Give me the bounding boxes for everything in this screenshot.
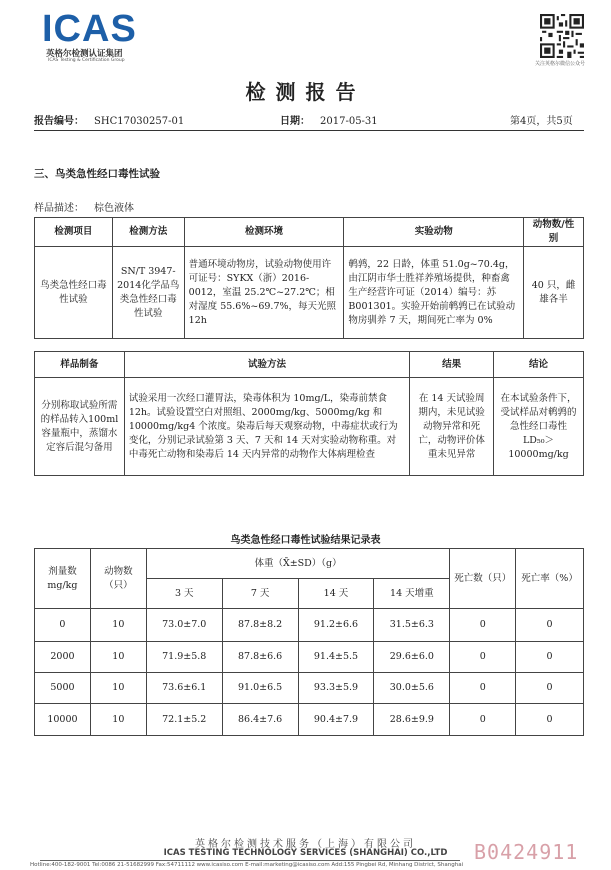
count-cell: 10 bbox=[90, 642, 146, 673]
page-title: 检测报告 bbox=[245, 80, 366, 104]
day14-header: 14 天 bbox=[298, 579, 374, 609]
table-header: 结论 bbox=[494, 352, 584, 378]
sample-preparation: 分别称取试验所需的样品转入100ml 容量瓶中，蒸馏水定容后混匀备用 bbox=[35, 378, 125, 476]
report-number-label: 报告编号： bbox=[34, 116, 84, 127]
table-header: 实验动物 bbox=[344, 218, 524, 247]
deaths-cell: 0 bbox=[450, 704, 516, 736]
count-cell: 10 bbox=[90, 673, 146, 704]
table-header: 试验方法 bbox=[124, 352, 409, 378]
deaths-cell: 0 bbox=[450, 642, 516, 673]
page-number: 第4页，共5页 bbox=[510, 116, 573, 127]
day14-cell: 93.3±5.9 bbox=[298, 673, 374, 704]
report-date-label: 日期： bbox=[280, 116, 310, 127]
mortality-cell: 0 bbox=[516, 673, 584, 704]
sample-value: 棕色液体 bbox=[94, 203, 134, 214]
day7-cell: 87.8±6.6 bbox=[222, 642, 298, 673]
header-divider bbox=[34, 130, 584, 131]
day7-header: 7 天 bbox=[222, 579, 298, 609]
table-row bbox=[35, 378, 584, 476]
report-date-value: 2017-05-31 bbox=[320, 116, 378, 127]
gain14-cell: 29.6±6.0 bbox=[374, 642, 450, 673]
day14-cell: 91.2±6.6 bbox=[298, 609, 374, 642]
company-logo bbox=[42, 8, 152, 63]
table-header: 样品制备 bbox=[35, 352, 125, 378]
logo-english-name: ICAS Testing & Certification Group bbox=[48, 58, 125, 63]
mortality-cell: 0 bbox=[516, 704, 584, 736]
day14-cell: 91.4±5.5 bbox=[298, 642, 374, 673]
gain14-cell: 28.6±9.9 bbox=[374, 704, 450, 736]
table-header: 结果 bbox=[410, 352, 494, 378]
count-cell: 10 bbox=[90, 609, 146, 642]
table-row bbox=[35, 642, 584, 673]
table-header-row bbox=[35, 352, 584, 378]
section-title: 三、鸟类急性经口毒性试验 bbox=[34, 168, 160, 180]
footer-contact: Hotline:400-182-9001 Tel:0086 21-51682999 Fax:54711112 www.icasiso.com E-mail:marketing@icasiso.com Add:155 Pingbei Rd, Minhang District, Shanghai bbox=[30, 862, 464, 868]
table-row bbox=[35, 673, 584, 704]
table-header: 检测环境 bbox=[184, 218, 344, 247]
qr-caption: 关注英格尔微信公众号 bbox=[534, 61, 585, 67]
table-header: 检测项目 bbox=[35, 218, 113, 247]
test-animals: 鹌鹑，22 日龄，体重 51.0g~70.4g，由江阴市华士胜祥养殖场提供，种畜禽生产经营许可证（2014）编号：苏B001301。实验开始前鹌鹑已在试验动物房驯养 7 天，期间死亡率为 0% bbox=[344, 247, 524, 339]
test-result: 在 14 天试验周期内，未见试验动物异常和死亡，动物评价体重未见异常 bbox=[410, 378, 494, 476]
logo-text: ICAS bbox=[42, 8, 137, 50]
qr-code-icon bbox=[540, 14, 584, 58]
logo-chinese-name: 英格尔检测认证集团 bbox=[46, 49, 123, 59]
dose-header: 剂量数 mg/kg bbox=[35, 549, 91, 609]
table-header-row bbox=[35, 218, 584, 247]
test-info-table bbox=[34, 217, 584, 339]
day3-cell: 72.1±5.2 bbox=[146, 704, 222, 736]
report-date bbox=[280, 112, 378, 127]
results-table-title: 鸟类急性经口毒性试验结果记录表 bbox=[230, 535, 381, 546]
deaths-header: 死亡数（只） bbox=[450, 549, 516, 609]
report-number-value: SHC17030257-01 bbox=[94, 116, 185, 127]
mortality-cell: 0 bbox=[516, 609, 584, 642]
sample-label: 样品描述： bbox=[34, 203, 84, 214]
dose-cell: 5000 bbox=[35, 673, 91, 704]
table-header: 动物数/性别 bbox=[524, 218, 584, 247]
table-header-row bbox=[35, 549, 584, 579]
day3-cell: 71.9±5.8 bbox=[146, 642, 222, 673]
sample-description bbox=[34, 199, 134, 214]
table-row bbox=[35, 247, 584, 339]
day3-header: 3 天 bbox=[146, 579, 222, 609]
count-cell: 10 bbox=[90, 704, 146, 736]
test-item: 鸟类急性经口毒性试验 bbox=[35, 247, 113, 339]
test-conclusion: 在本试验条件下，受试样品对鹌鹑的急性经口毒性 LD₅₀＞10000mg/kg bbox=[494, 378, 584, 476]
footer-divider bbox=[40, 860, 460, 861]
dose-cell: 0 bbox=[35, 609, 91, 642]
animal-count: 40 只，雌雄各半 bbox=[524, 247, 584, 339]
footer-company-cn: 英格尔检测技术服务（上海）有限公司 bbox=[195, 839, 416, 850]
test-environment: 普通环境动物房，试验动物使用许可证号：SYKX（浙）2016-0012，室温 25.2℃~27.2℃；相对湿度 55.6%~69.7%，每天光照 12h bbox=[184, 247, 344, 339]
gain14-cell: 31.5±6.3 bbox=[374, 609, 450, 642]
day7-cell: 91.0±6.5 bbox=[222, 673, 298, 704]
count-header: 动物数（只） bbox=[90, 549, 146, 609]
table-row bbox=[35, 609, 584, 642]
dose-cell: 2000 bbox=[35, 642, 91, 673]
day3-cell: 73.6±6.1 bbox=[146, 673, 222, 704]
footer-company-en: ICAS TESTING TECHNOLOGY SERVICES (SHANGHAI) CO.,LTD bbox=[163, 848, 448, 858]
day14-cell: 90.4±7.9 bbox=[298, 704, 374, 736]
deaths-cell: 0 bbox=[450, 673, 516, 704]
gain14-cell: 30.0±5.6 bbox=[374, 673, 450, 704]
table-row bbox=[35, 704, 584, 736]
test-method: SN/T 3947-2014化学品鸟类急性经口毒性试验 bbox=[112, 247, 184, 339]
day3-cell: 73.0±7.0 bbox=[146, 609, 222, 642]
results-table bbox=[34, 548, 584, 736]
mortality-header: 死亡率（%） bbox=[516, 549, 584, 609]
day7-cell: 87.8±8.2 bbox=[222, 609, 298, 642]
report-number bbox=[34, 112, 184, 127]
deaths-cell: 0 bbox=[450, 609, 516, 642]
test-procedure: 试验采用一次经口灌胃法，染毒体积为 10mg/L，染毒前禁食 12h。试验设置空白对照组、2000mg/kg、5000mg/kg 和 10000mg/kg4 个浓度。染毒后每天观察动物，中毒症状或行为变化，分别记录试验第 3 天、7 天和 14 天对实验动物称重。对中毒死亡动物和染毒后 14 天内异常的动物作大体病理检查 bbox=[124, 378, 409, 476]
dose-cell: 10000 bbox=[35, 704, 91, 736]
table-header: 检测方法 bbox=[112, 218, 184, 247]
gain14-header: 14 天增重 bbox=[374, 579, 450, 609]
serial-number-stamp: B0424911 bbox=[474, 840, 579, 864]
test-method-table bbox=[34, 351, 584, 476]
mortality-cell: 0 bbox=[516, 642, 584, 673]
weight-header: 体重（X̄±SD）（g） bbox=[146, 549, 450, 579]
day7-cell: 86.4±7.6 bbox=[222, 704, 298, 736]
